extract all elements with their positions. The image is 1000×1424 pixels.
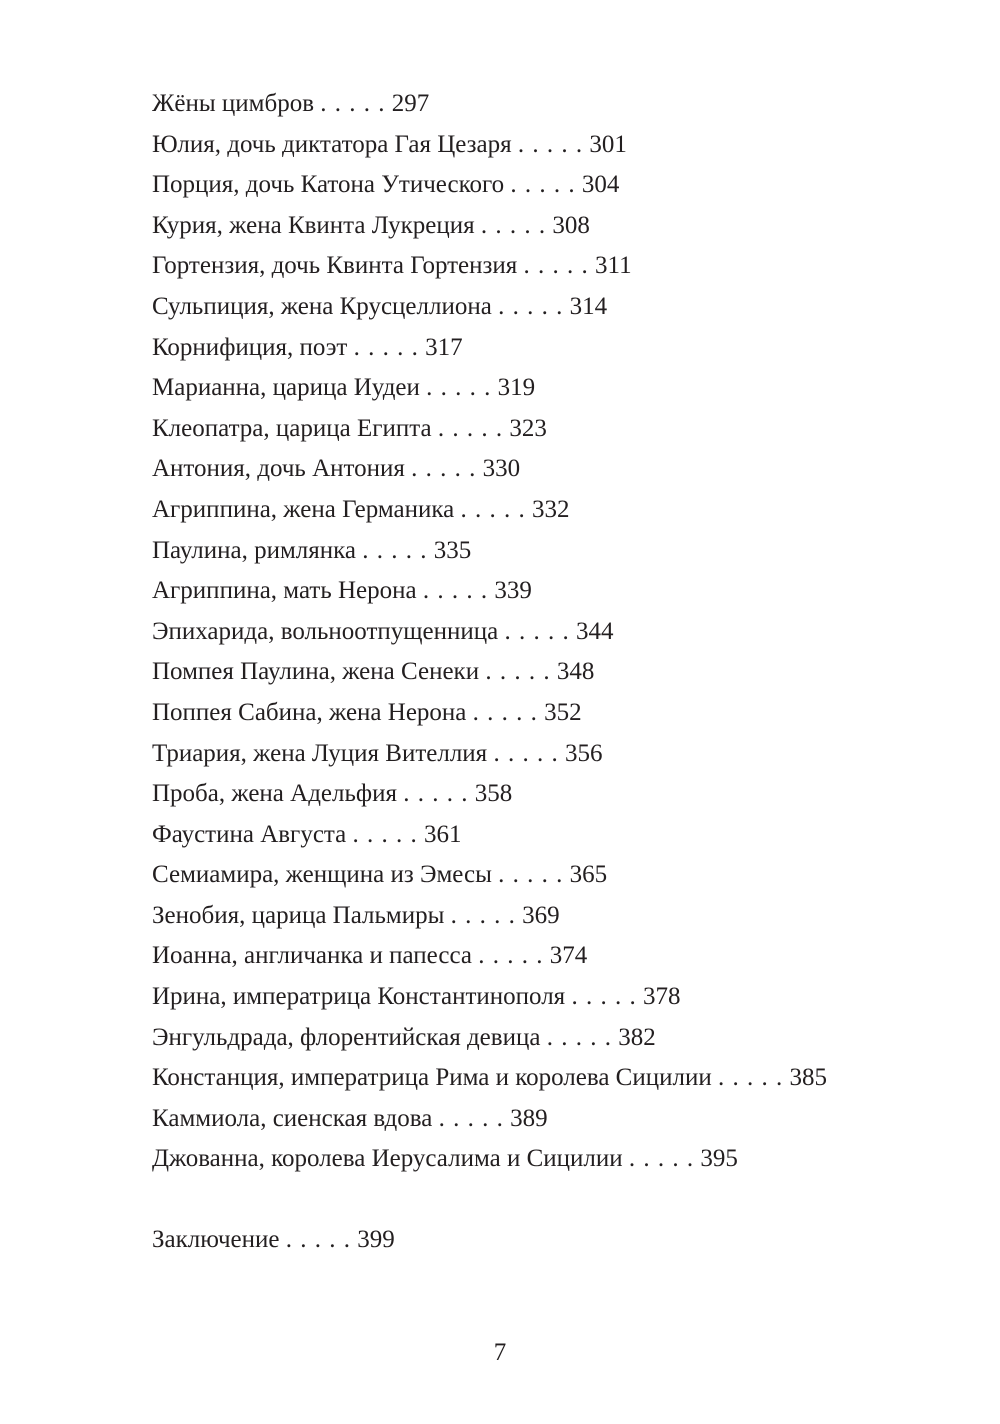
toc-leader-dots: . . . . . bbox=[493, 739, 559, 767]
toc-entry[interactable] bbox=[152, 1058, 827, 1099]
toc-entry[interactable] bbox=[152, 531, 827, 572]
toc-entry-page: 369 bbox=[522, 901, 560, 929]
toc-entry[interactable] bbox=[152, 652, 827, 693]
toc-entry[interactable] bbox=[152, 855, 827, 896]
toc-entry-page: 356 bbox=[564, 739, 603, 767]
toc-entry[interactable] bbox=[152, 693, 827, 734]
toc-entry-title: Энгульдрада, флорентийская девица bbox=[152, 1023, 541, 1051]
toc-entry-title: Ирина, императрица Константинополя bbox=[152, 983, 566, 1011]
toc-leader-dots: . . . . . bbox=[498, 861, 564, 889]
toc-entry-title: Констанция, императрица Рима и королева Сицилии bbox=[152, 1064, 712, 1092]
toc-entry-page: 314 bbox=[569, 292, 608, 320]
toc-entry-title: Помпея Паулина, жена Сенеки bbox=[152, 658, 480, 686]
toc-entry-page: 335 bbox=[433, 536, 472, 564]
toc-entry-title: Жёны цимбров bbox=[152, 90, 315, 117]
toc-leader-dots: . . . . . bbox=[517, 130, 584, 158]
toc-leader-dots: . . . . . bbox=[717, 1064, 784, 1092]
toc-leader-dots: . . . . . bbox=[352, 820, 418, 848]
toc-entry-title: Джованна, королева Иерусалима и Сицилии bbox=[152, 1145, 623, 1173]
toc-entry[interactable] bbox=[152, 287, 827, 328]
toc-entry-page: 399 bbox=[357, 1226, 395, 1253]
toc-entry-title: Марианна, царица Иудеи bbox=[152, 374, 420, 402]
toc-leader-dots: . . . . . bbox=[426, 374, 492, 402]
toc-leader-dots: . . . . . bbox=[460, 495, 526, 523]
toc-entry-page: 330 bbox=[482, 455, 521, 483]
toc-entry-title: Семиамира, женщина из Эмесы bbox=[152, 861, 492, 889]
toc-entry-title: Паулина, римлянка bbox=[152, 536, 357, 564]
toc-entry[interactable] bbox=[152, 84, 827, 125]
toc-entry-title: Сульпиция, жена Крусцеллиона bbox=[152, 292, 492, 320]
toc-entry-page: 348 bbox=[556, 658, 595, 686]
toc-leader-dots: . . . . . bbox=[411, 455, 477, 483]
toc-entry-title: Фаустина Августа bbox=[152, 820, 347, 848]
toc-leader-dots: . . . . . bbox=[438, 1104, 504, 1132]
toc-leader-dots: . . . . . bbox=[437, 414, 504, 442]
toc-entry[interactable] bbox=[152, 206, 827, 247]
toc-entry-page: 297 bbox=[391, 90, 430, 117]
toc-leader-dots: . . . . . bbox=[353, 333, 419, 361]
toc-entry-page: 382 bbox=[618, 1023, 656, 1051]
toc-leader-dots: . . . . . bbox=[472, 698, 538, 726]
toc-entry-page: 311 bbox=[595, 252, 632, 280]
toc-entry-title: Эпихарида, вольноотпущенница bbox=[152, 617, 499, 645]
toc-entry-title: Антония, дочь Антония bbox=[152, 455, 405, 483]
toc-leader-dots: . . . . . bbox=[485, 658, 551, 686]
toc-entry[interactable] bbox=[152, 1099, 827, 1140]
toc-entry[interactable] bbox=[152, 734, 827, 775]
toc-entry[interactable] bbox=[152, 896, 827, 937]
toc-entry-page: 317 bbox=[425, 333, 463, 361]
toc-entry-page: 378 bbox=[642, 983, 681, 1011]
toc-entry-title: Курия, жена Квинта Лукреция bbox=[152, 211, 475, 239]
toc-entry[interactable] bbox=[152, 977, 827, 1018]
toc-entry[interactable] bbox=[152, 612, 827, 653]
toc-entry[interactable] bbox=[152, 815, 827, 856]
toc-entry-title: Юлия, дочь диктатора Гая Цезаря bbox=[152, 130, 512, 158]
toc-leader-dots: . . . . . bbox=[403, 780, 469, 808]
toc-entry-page: 358 bbox=[474, 780, 513, 808]
toc-entry[interactable] bbox=[152, 125, 827, 166]
toc-entry-title: Порция, дочь Катона Утического bbox=[152, 171, 505, 199]
toc-entry-page: 344 bbox=[575, 617, 614, 645]
toc-entry-title: Проба, жена Адельфия bbox=[152, 780, 397, 808]
toc-entry-title: Триария, жена Луция Вителлия bbox=[152, 739, 488, 767]
toc-leader-dots: . . . . . bbox=[498, 292, 564, 320]
toc-entry-page: 323 bbox=[509, 414, 547, 442]
toc-leader-dots: . . . . . bbox=[571, 983, 637, 1011]
toc-entry[interactable] bbox=[152, 449, 827, 490]
toc-entry-title: Иоанна, англичанка и папесса bbox=[152, 942, 472, 970]
toc-leader-dots: . . . . . bbox=[504, 617, 570, 645]
toc-entry-page: 301 bbox=[589, 130, 627, 158]
toc-entry[interactable] bbox=[152, 409, 827, 450]
toc-entry-title: Зенобия, царица Пальмиры bbox=[152, 901, 445, 929]
toc-entry-title: Агриппина, мать Нерона bbox=[152, 577, 417, 605]
table-of-contents bbox=[152, 84, 827, 1180]
toc-entry-page: 395 bbox=[700, 1145, 738, 1173]
toc-leader-dots: . . . . . bbox=[546, 1023, 612, 1051]
toc-entry-title: Гортензия, дочь Квинта Гортензия bbox=[152, 252, 518, 280]
toc-leader-dots: . . . . . bbox=[362, 536, 428, 564]
toc-leader-dots: . . . . . bbox=[478, 942, 544, 970]
toc-entry-page: 304 bbox=[581, 171, 620, 199]
toc-entry-page: 319 bbox=[497, 374, 536, 402]
toc-leader-dots: . . . . . bbox=[320, 90, 386, 117]
toc-entry-title: Каммиола, сиенская вдова bbox=[152, 1104, 433, 1132]
toc-leader-dots: . . . . . bbox=[523, 252, 589, 280]
toc-leader-dots: . . . . . bbox=[480, 211, 547, 239]
toc-entry[interactable] bbox=[152, 246, 827, 287]
toc-entry-page: 332 bbox=[531, 495, 570, 523]
toc-entry-page: 389 bbox=[510, 1104, 548, 1132]
toc-entry[interactable] bbox=[152, 774, 827, 815]
toc-entry-title: Заключение bbox=[152, 1226, 280, 1253]
toc-entry-page: 308 bbox=[552, 211, 590, 239]
toc-leader-dots: . . . . . bbox=[628, 1145, 695, 1173]
toc-entry-title: Клеопатра, царица Египта bbox=[152, 414, 432, 442]
toc-entry-page: 361 bbox=[424, 820, 462, 848]
toc-entry[interactable] bbox=[152, 368, 827, 409]
toc-entry[interactable] bbox=[152, 1018, 827, 1059]
toc-entry-page: 374 bbox=[549, 942, 588, 970]
toc-leader-dots: . . . . . bbox=[510, 171, 576, 199]
toc-entry[interactable] bbox=[152, 936, 827, 977]
toc-entry-page: 339 bbox=[494, 577, 532, 605]
toc-entry-page: 365 bbox=[569, 861, 608, 889]
toc-leader-dots: . . . . . bbox=[422, 577, 489, 605]
toc-entry[interactable] bbox=[152, 571, 827, 612]
toc-entry-page: 352 bbox=[544, 698, 582, 726]
page-number: 7 bbox=[493, 1339, 507, 1366]
toc-entry[interactable] bbox=[152, 328, 827, 369]
toc-entry-title: Корнифиция, поэт bbox=[152, 333, 348, 361]
toc-entry[interactable] bbox=[152, 490, 827, 531]
toc-leader-dots: . . . . . bbox=[285, 1226, 351, 1253]
toc-entry-title: Поппея Сабина, жена Нерона bbox=[152, 698, 467, 726]
toc-entry-conclusion[interactable] bbox=[152, 1220, 395, 1261]
toc-entry[interactable] bbox=[152, 1139, 827, 1180]
toc-entry[interactable] bbox=[152, 165, 827, 206]
toc-entry-title: Агриппина, жена Германика bbox=[152, 495, 455, 523]
toc-entry-page: 385 bbox=[789, 1064, 827, 1092]
toc-leader-dots: . . . . . bbox=[450, 901, 516, 929]
